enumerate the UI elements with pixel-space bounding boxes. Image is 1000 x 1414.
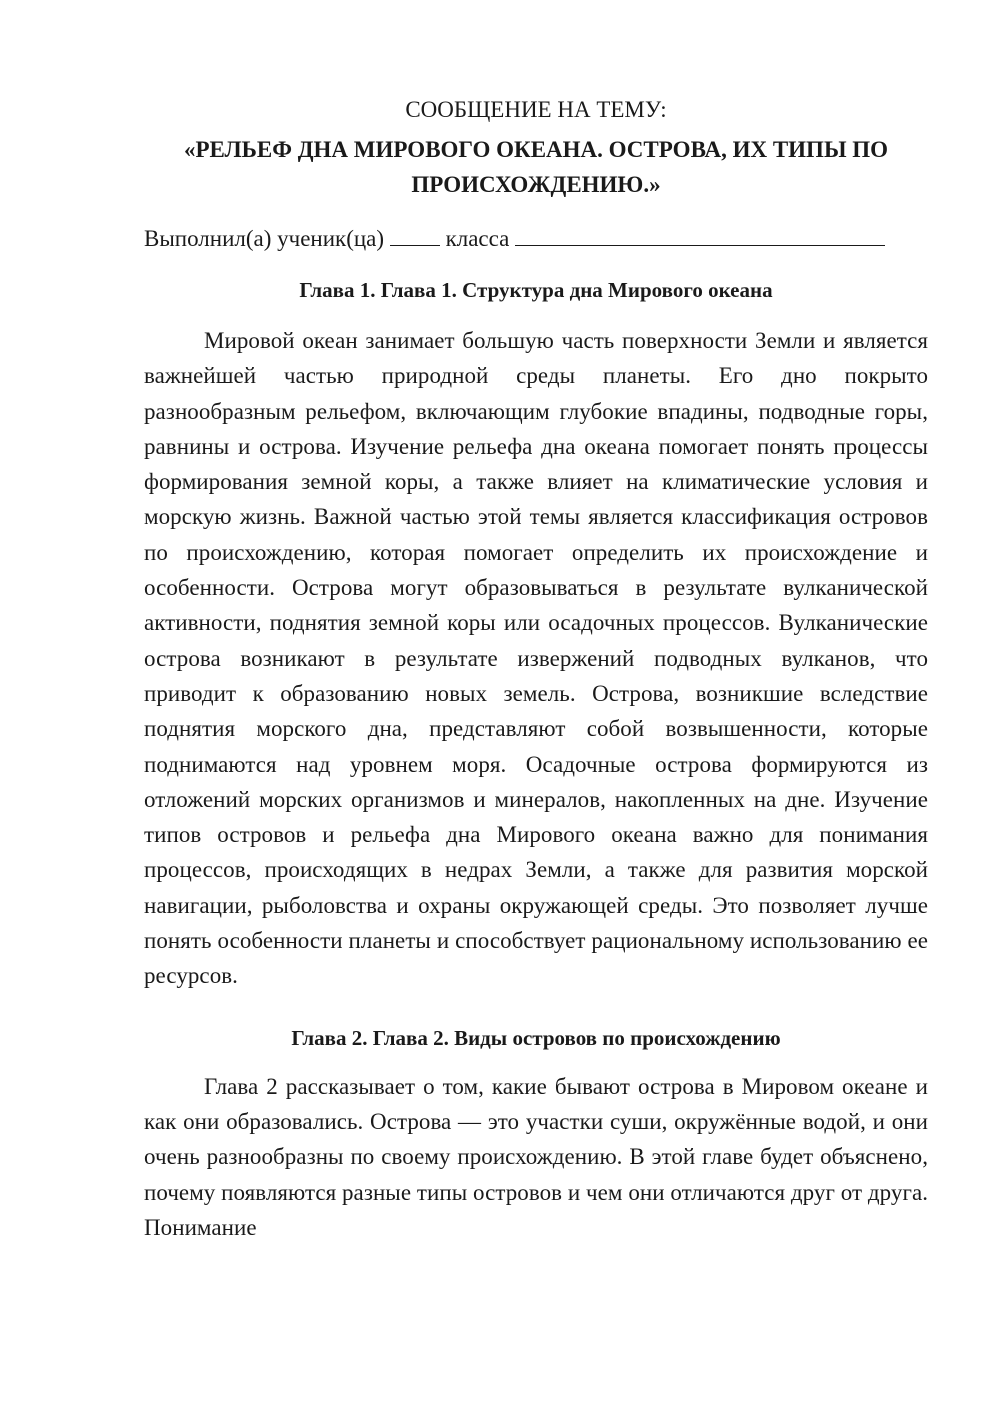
name-blank [515,223,885,246]
author-line [144,221,928,256]
class-word: класса [445,226,510,251]
author-prefix: Выполнил(а) ученик(ца) [144,226,385,251]
document-page [144,92,928,1245]
grade-blank [390,223,440,246]
chapter-2-paragraph: Глава 2 рассказывает о том, какие бывают острова в Мировом океане и как они образовались. Острова — это участки суши, окружённые водой, и они очень разнообразны по своему происхождению. В этой главе будет объяснено, почему появляются разные типы островов и чем они отличаются друг от друга. Понимание [144,1073,928,1240]
chapter-1-heading: Глава 1. Глава 1. Структура дна Мирового океана [299,278,773,302]
subject-line: СООБЩЕНИЕ НА ТЕМУ: [405,97,667,122]
chapter-1-paragraph: Мировой океан занимает большую часть поверхности Земли и является важнейшей частью природной среды планеты. Его дно покрыто разнообразным рельефом, включающим глубокие впадины, подводные горы, равнины и острова. Изучение рельефа дна океана помогает понять процессы формирования земной коры, а также влияет на климатические условия и морскую жизнь. Важной частью этой темы является классификация островов по происхождению, которая помогает определить их происхождение и особенности. Острова могут образовываться в результате вулканической активности, поднятия земной коры или осадочных процессов. Вулканические острова возникают в результате извержений подводных вулканов, что приводит к образованию новых земель. Острова, возникшие вследствие поднятия морского дна, представляют собой возвышенности, которые поднимаются над уровнем моря. Осадочные острова формируются из отложений морских организмов и минералов, накопленных на дне. Изучение типов островов и рельефа дна Мирового океана важно для понимания процессов, происходящих в недрах Земли, а также для развития морской навигации, рыболовства и охраны окружающей среды. Это позволяет лучше понять особенности планеты и способствует рациональному использованию ее ресурсов. [144,328,928,989]
document-title: «РЕЛЬЕФ ДНА МИРОВОГО ОКЕАНА. ОСТРОВА, ИХ ТИПЫ ПО ПРОИСХОЖДЕНИЮ.» [183,137,889,197]
chapter-2-heading: Глава 2. Глава 2. Виды островов по происхождению [291,1025,781,1050]
